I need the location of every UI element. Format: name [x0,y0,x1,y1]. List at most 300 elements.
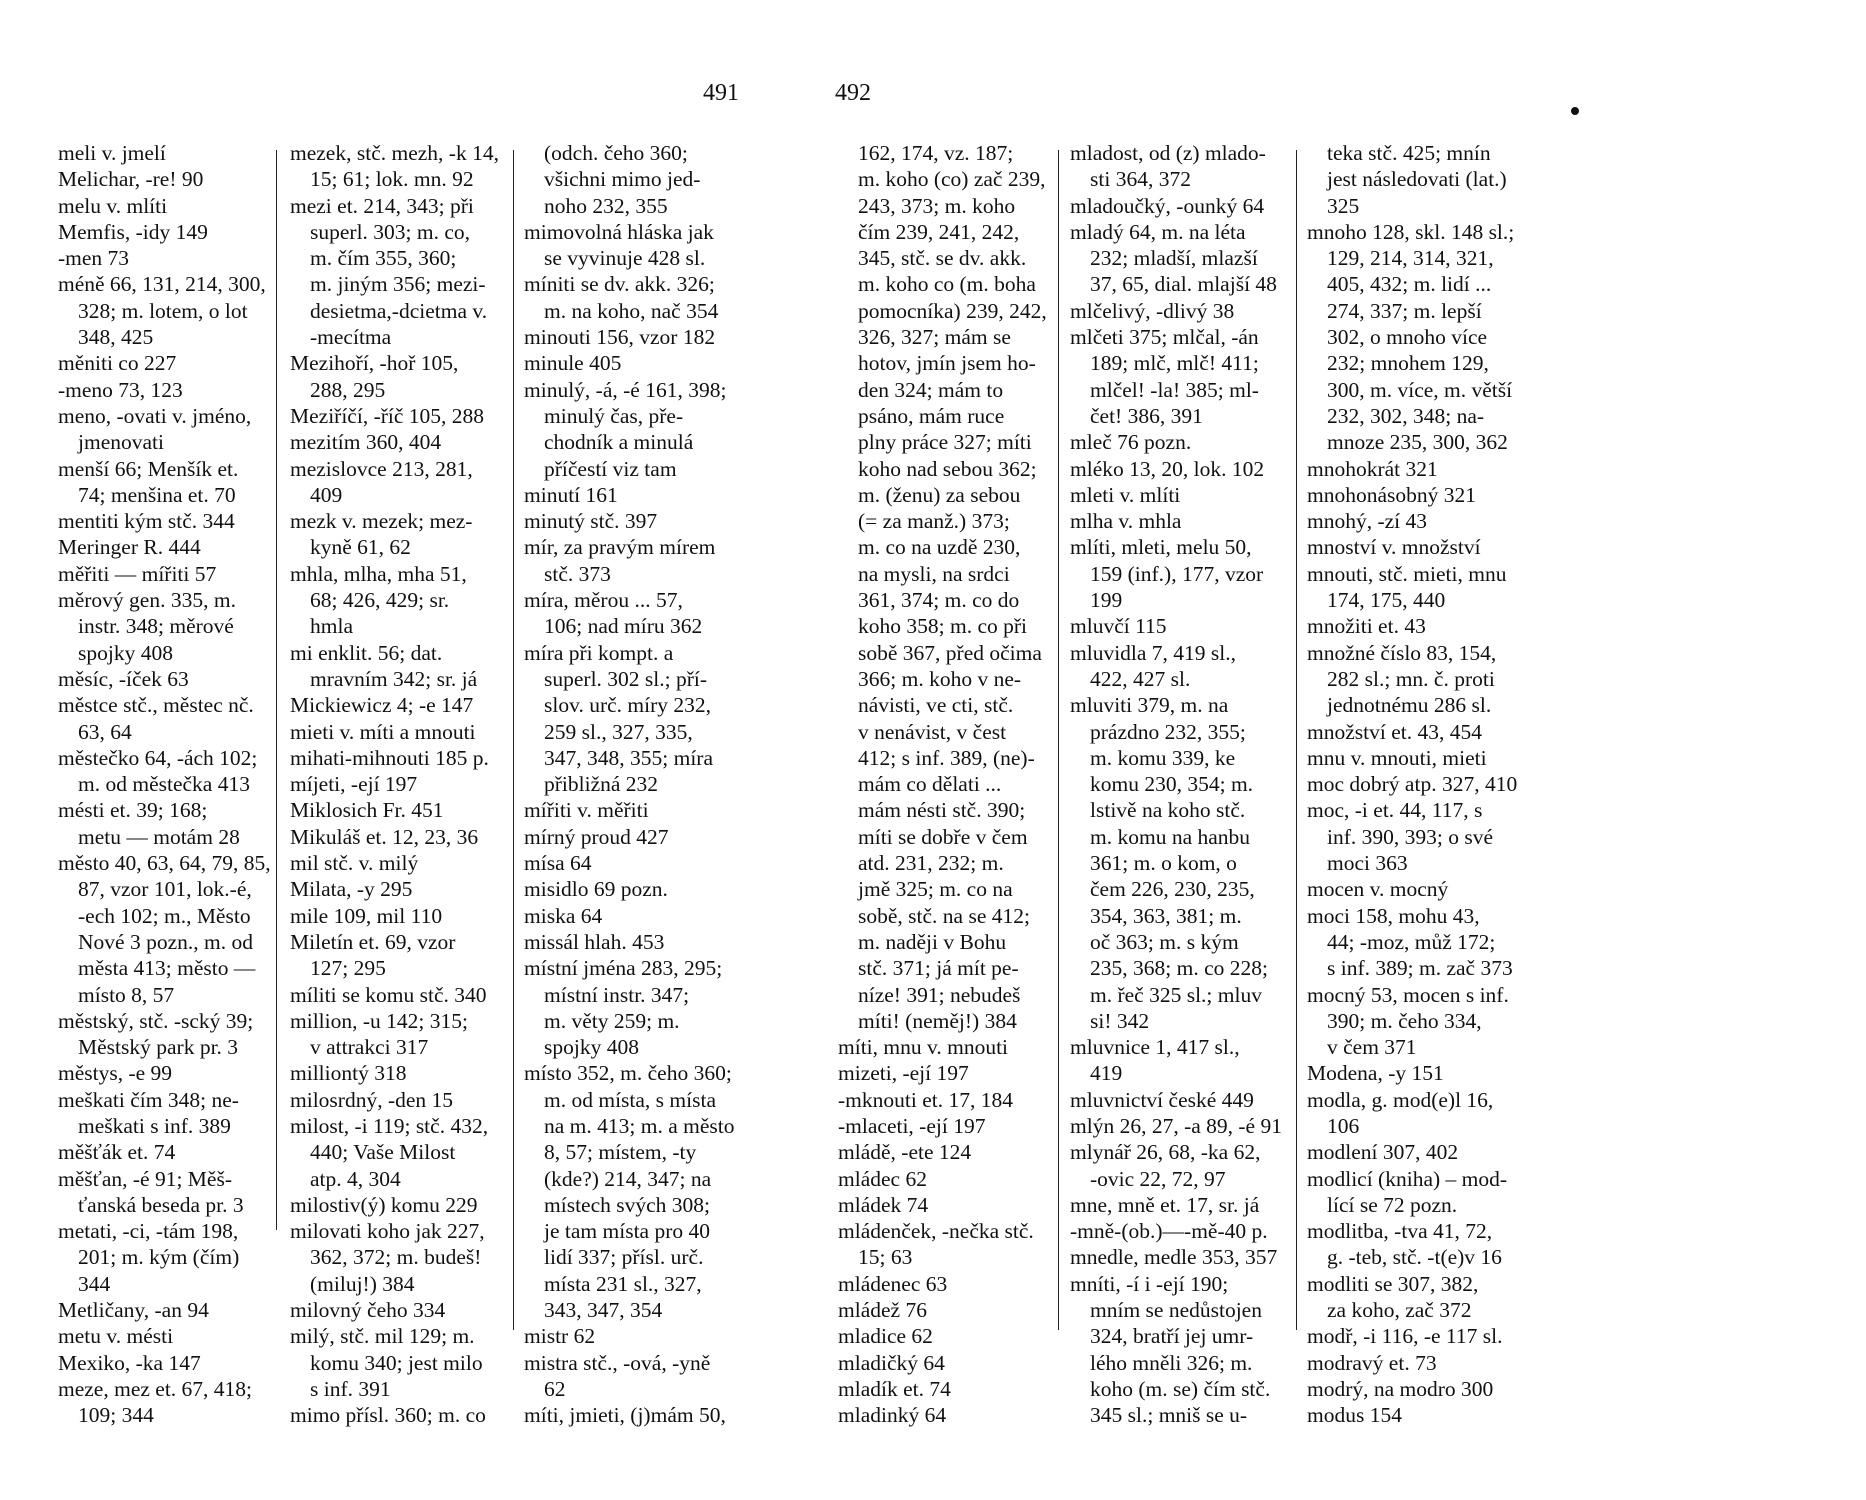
index-line: modliti se 307, 382, [1307,1271,1479,1296]
index-line: milliontý 318 [290,1061,407,1086]
index-line: mlha v. mhla [1070,509,1182,534]
index-line: 159 (inf.), 177, vzor [1090,561,1264,586]
index-line: spojky 408 [78,640,173,665]
index-line: 324, bratří jej umr- [1090,1324,1254,1349]
index-line: mníti, -í i -ejí 190; [1070,1271,1229,1296]
index-column-2 [290,140,510,1470]
index-line: mladost, od (z) mlado- [1070,141,1266,165]
index-line: m. od městečka 413 [78,772,250,797]
index-line: mimovolná hláska jak [524,219,714,244]
index-line: milý, stč. mil 129; m. [290,1324,475,1349]
index-line: mám co dělati ... [858,772,1002,797]
index-line: 422, 427 sl. [1090,666,1191,691]
index-line: 325 [1327,193,1360,218]
index-line: milost, -i 119; stč. 432, [290,1113,489,1138]
index-line: mládě, -ete 124 [838,1140,972,1165]
index-line: mizeti, -ejí 197 [838,1061,969,1086]
index-line: mistr 62 [524,1324,596,1349]
index-line: mlýn 26, 27, -a 89, -é 91 [1070,1113,1282,1138]
index-line: noho 232, 355 [544,193,668,218]
index-line: stč. 373 [544,561,611,586]
index-line: s inf. 389; m. zač 373 [1327,956,1513,981]
index-line: mentiti kým stč. 344 [58,509,235,534]
index-line: Miklosich Fr. 451 [290,798,444,823]
index-line: 282 sl.; mn. č. proti [1327,666,1495,691]
index-line: modlicí (kniha) – mod- [1307,1166,1508,1191]
index-line: mluvidla 7, 419 sl., [1070,640,1237,665]
index-line: na m. 413; m. a město [544,1113,735,1138]
index-line: místa 231 sl., 327, [544,1271,702,1296]
index-line: 201; m. kým (čím) [78,1245,240,1270]
index-line: městce stč., městec nč. [58,693,254,718]
index-line: 62 [544,1376,566,1401]
index-line: 15; 63 [858,1245,913,1270]
index-line: minulý, -á, -é 161, 398; [524,377,727,402]
index-line: mezi et. 214, 343; při [290,193,474,218]
index-line: melu v. mlíti [58,193,168,218]
index-line: mezk v. mezek; mez- [290,509,473,534]
index-line: čím 239, 241, 242, [858,219,1020,244]
index-line: v čem 371 [1327,1035,1417,1060]
index-line: mésti et. 39; 168; [58,798,208,823]
index-line: minouti 156, vzor 182 [524,325,716,350]
index-line: Meziříčí, -říč 105, 288 [290,403,485,428]
index-line: Modena, -y 151 [1307,1061,1444,1086]
index-line: koho 358; m. co při [858,614,1027,639]
index-line: mnoze 235, 300, 362 [1327,430,1508,455]
index-line: návisti, ve cti, stč. [858,693,1014,718]
index-line: Miletín et. 69, vzor [290,929,456,954]
index-line: -mknouti et. 17, 184 [838,1087,1013,1112]
index-line: -mlaceti, -ejí 197 [838,1113,986,1138]
index-line: mléko 13, 20, lok. 102 [1070,456,1265,481]
index-line: -ovic 22, 72, 97 [1090,1166,1226,1191]
index-line: sobě, stč. na se 412; [858,903,1030,928]
index-line: 345 sl.; mniš se u- [1090,1403,1248,1428]
index-line: 15; 61; lok. mn. 92 [310,167,474,192]
index-line: m. (ženu) za sebou [858,482,1021,507]
index-line: 174, 175, 440 [1327,588,1446,613]
index-line: 63, 64 [78,719,132,744]
index-line: Městský park pr. 3 [78,1035,239,1060]
index-line: m. komu na hanbu [1090,824,1251,849]
index-line: modus 154 [1307,1403,1402,1428]
index-line: modlení 307, 402 [1307,1140,1459,1165]
index-line: za koho, zač 372 [1327,1298,1472,1323]
index-line: lstivě na koho stč. [1090,798,1246,823]
index-line: mnu v. mnouti, mieti [1307,745,1487,770]
index-line: -men 73 [58,246,130,271]
index-line: m. od místa, s místa [544,1087,716,1112]
index-line: mladice 62 [838,1324,933,1349]
index-line: m. co na uzdě 230, [858,535,1021,560]
index-line: minule 405 [524,351,622,376]
index-line: mile 109, mil 110 [290,903,443,928]
index-line: 243, 373; m. koho [858,193,1016,218]
index-line: minutí 161 [524,482,618,507]
index-line: 354, 363, 381; m. [1090,903,1242,928]
index-line: přibližná 232 [544,772,659,797]
index-line: milosrdný, -den 15 [290,1087,454,1112]
index-column-1 [58,140,286,1470]
index-line: meškati čím 348; ne- [58,1087,239,1112]
index-line: 199 [1090,588,1123,613]
index-line: 162, 174, vz. 187; [858,141,1014,165]
index-line: 302, o mnoho více [1327,325,1488,350]
index-line: meli v. jmelí [58,141,166,165]
index-line: koho (m. se) čím stč. [1090,1376,1271,1401]
index-line: prázdno 232, 355; [1090,719,1246,744]
index-line: m. na koho, nač 354 [544,298,719,323]
index-line: hotov, jmín jsem ho- [858,351,1036,376]
index-column-6 [1307,140,1529,1470]
index-line: m. věty 259; m. [544,1008,680,1033]
index-line: místech svých 308; [544,1192,711,1217]
index-line: 366; m. koho v ne- [858,666,1022,691]
index-line: množné číslo 83, 154, [1307,640,1497,665]
index-line: míra, měrou ... 57, [524,588,683,613]
index-line: místo 352, m. čeho 360; [524,1061,732,1086]
index-line: mluvnice 1, 417 sl., [1070,1035,1240,1060]
index-line: mlíti, mleti, melu 50, [1070,535,1252,560]
index-line: 347, 348, 355; míra [544,745,713,770]
index-line: měrový gen. 335, m. [58,588,236,613]
index-line: mleč 76 pozn. [1070,430,1192,455]
index-line: městečko 64, -ách 102; [58,745,258,770]
column-rule [1058,150,1059,1330]
index-line: mním se nedůstojen [1090,1298,1262,1323]
index-line: 326, 327; mám se [858,325,1011,350]
index-line: lého mněli 326; m. [1090,1350,1253,1375]
index-line: (kde?) 214, 347; na [544,1166,712,1191]
index-line: 343, 347, 354 [544,1298,663,1323]
index-line: 74; menšina et. 70 [78,482,236,507]
index-line: modla, g. mod(e)l 16, [1307,1087,1494,1112]
index-line: milostiv(ý) komu 229 [290,1192,478,1217]
column-rule [1296,150,1297,1330]
index-line: mnohokrát 321 [1307,456,1438,481]
index-line: komu 230, 354; m. [1090,772,1254,797]
index-line: oč 363; m. s kým [1090,929,1239,954]
index-line: moc, -i et. 44, 117, s [1307,798,1483,823]
index-line: ťanská beseda pr. 3 [78,1192,244,1217]
index-line: missál hlah. 453 [524,929,665,954]
index-line: spojky 408 [544,1035,639,1060]
index-line: lidí 337; přísl. urč. [544,1245,704,1270]
index-line: mocen v. mocný [1307,877,1449,902]
index-line: metu v. mésti [58,1324,174,1349]
index-line: 129, 214, 314, 321, [1327,246,1494,271]
index-line: 106 [1327,1113,1360,1138]
column-rule [513,150,514,1330]
index-line: metati, -ci, -tám 198, [58,1219,239,1244]
index-line: míti, jmieti, (j)mám 50, [524,1403,726,1428]
index-line: mír, za pravým mírem [524,535,716,560]
index-line: Mikuláš et. 12, 23, 36 [290,824,479,849]
index-line: -ech 102; m., Město [78,903,251,928]
index-column-5 [1070,140,1292,1470]
index-line: místní jména 283, 295; [524,956,723,981]
index-line: městys, -e 99 [58,1061,173,1086]
index-line: m. řeč 325 sl.; mluv [1090,982,1262,1007]
index-line: chodník a minulá [544,430,694,455]
index-line: 37, 65, dial. mlajší 48 [1090,272,1277,297]
index-line: mísa 64 [524,851,592,876]
index-line: množiti et. 43 [1307,614,1426,639]
index-line: mhla, mlha, mha 51, [290,561,467,586]
index-line: 274, 337; m. lepší [1327,298,1482,323]
index-line: méně 66, 131, 214, 300, [58,272,266,297]
index-line: mírný proud 427 [524,824,669,849]
index-line: míti, mnu v. mnouti [838,1035,1009,1060]
index-line: 109; 344 [78,1403,154,1428]
index-line: meze, mez et. 67, 418; [58,1376,253,1401]
index-line: měšťan, -é 91; Měš- [58,1166,232,1191]
index-line: jmenovati [78,430,164,455]
index-line: 232; mladší, mlazší [1090,246,1258,271]
index-line: -mně-(ob.)—-mě-40 p. [1070,1219,1268,1244]
index-line: mnedle, medle 353, 357 [1070,1245,1278,1270]
index-line: množství et. 43, 454 [1307,719,1482,744]
index-line: s inf. 391 [310,1376,391,1401]
index-line: místní instr. 347; [544,982,690,1007]
index-line: Mezihoří, -hoř 105, [290,351,459,376]
index-line: mezek, stč. mezh, -k 14, [290,141,499,165]
index-column-3 [524,140,736,1470]
index-line: teka stč. 425; mnín [1327,141,1491,165]
index-line: den 324; mám to [858,377,1004,402]
index-line: stč. 371; já mít pe- [858,956,1019,981]
index-line: 328; m. lotem, o lot [78,298,248,323]
index-line: metu — motám 28 [78,824,240,849]
index-line: jmě 325; m. co na [858,877,1013,902]
index-line: miska 64 [524,903,603,928]
page-number-right: 492 [835,80,871,106]
index-line: mládek 74 [838,1192,929,1217]
index-line: hmla [310,614,353,639]
index-line: si! 342 [1090,1008,1150,1033]
index-line: 259 sl., 327, 335, [544,719,693,744]
index-line: mil stč. v. milý [290,851,419,876]
index-line: modř, -i 116, -e 117 sl. [1307,1324,1503,1349]
index-line: mne, mně et. 17, sr. já [1070,1192,1260,1217]
index-line: mladičký 64 [838,1350,945,1375]
margin-dot [1571,107,1579,115]
index-line: mládež 76 [838,1298,927,1323]
index-line: moc dobrý atp. 327, 410 [1307,772,1518,797]
index-line: míjeti, -ejí 197 [290,772,418,797]
index-line: (miluj!) 384 [310,1271,415,1296]
index-line: 348, 425 [78,325,154,350]
index-line: mimo přísl. 360; m. co [290,1403,486,1428]
index-line: Memfis, -idy 149 [58,219,208,244]
index-line: -mecítma [310,325,392,350]
index-line: mlčeti 375; mlčal, -án [1070,325,1259,350]
index-line: mieti v. míti a mnouti [290,719,476,744]
index-line: milovný čeho 334 [290,1298,446,1323]
index-column-4 [838,140,1056,1470]
index-line: mluviti 379, m. na [1070,693,1229,718]
index-line: instr. 348; měrové [78,614,234,639]
index-line: 361; m. o kom, o [1090,851,1237,876]
index-line: 405, 432; m. lidí ... [1327,272,1492,297]
index-line: 345, stč. se dv. akk. [858,246,1027,271]
index-line: mleti v. mlíti [1070,482,1181,507]
index-line: atp. 4, 304 [310,1166,401,1191]
index-line: 232; mnohem 129, [1327,351,1489,376]
index-line: mlčelivý, -dlivý 38 [1070,298,1235,323]
index-line: 106; nad míru 362 [544,614,703,639]
index-line: 362, 372; m. budeš! [310,1245,482,1270]
index-line: v attrakci 317 [310,1035,429,1060]
index-line: 409 [310,482,343,507]
index-line: mládenec 63 [838,1271,948,1296]
index-line: 87, vzor 101, lok.-é, [78,877,252,902]
index-line: mnouti, stč. mieti, mnu [1307,561,1507,586]
index-line: Melichar, -re! 90 [58,167,204,192]
index-line: mihati-mihnouti 185 p. [290,745,489,770]
index-line: atd. 231, 232; m. [858,851,1004,876]
index-line: sobě 367, před očima [858,640,1042,665]
index-line: čet! 386, 391 [1090,403,1203,428]
index-line: mládec 62 [838,1166,927,1191]
index-line: města 413; město — [78,956,256,981]
index-line: g. -teb, stč. -t(e)v 16 [1327,1245,1502,1270]
index-line: místo 8, 57 [78,982,175,1007]
index-line: mladík et. 74 [838,1376,951,1401]
index-line: měniti co 227 [58,351,177,376]
index-line: mnohonásobný 321 [1307,482,1477,507]
index-line: pomocníka) 239, 242, [858,298,1047,323]
index-line: m. koho (co) zač 239, [858,167,1046,192]
index-line: 235, 368; m. co 228; [1090,956,1268,981]
index-line: m. naději v Bohu [858,929,1007,954]
index-line: lící se 72 pozn. [1327,1192,1458,1217]
index-line: Milata, -y 295 [290,877,413,902]
index-line: meno, -ovati v. jméno, [58,403,252,428]
index-line: minutý stč. 397 [524,509,658,534]
index-line: mezitím 360, 404 [290,430,442,455]
index-line: míniti se dv. akk. 326; [524,272,715,297]
index-line: inf. 390, 393; o své [1327,824,1494,849]
index-line: mladoučký, -ounký 64 [1070,193,1265,218]
index-line: modlitba, -tva 41, 72, [1307,1219,1493,1244]
index-line: 232, 302, 348; na- [1327,403,1485,428]
index-line: m. jiným 356; mezi- [310,272,486,297]
index-line: mládenček, -nečka stč. [838,1219,1034,1244]
index-line: měsíc, -íček 63 [58,666,189,691]
index-line: Meringer R. 444 [58,535,201,560]
index-line: městský, stč. -scký 39; [58,1008,254,1033]
index-line: čem 226, 230, 235, [1090,877,1255,902]
index-line: 419 [1090,1061,1123,1086]
index-line: měšťák et. 74 [58,1140,176,1165]
index-line: menší 66; Menšík et. [58,456,239,481]
index-line: 189; mlč, mlč! 411; [1090,351,1259,376]
index-line: mám nésti stč. 390; [858,798,1026,823]
index-line: mi enklit. 56; dat. [290,640,443,665]
index-line: desietma,-dcietma v. [310,298,488,323]
index-line: meškati s inf. 389 [78,1113,231,1138]
index-line: míti! (neměj!) 384 [858,1008,1017,1033]
index-line: mladinký 64 [838,1403,947,1428]
index-line: (odch. čeho 360; [544,141,688,165]
index-line: mlynář 26, 68, -ka 62, [1070,1140,1261,1165]
index-line: mnohý, -zí 43 [1307,509,1428,534]
index-line: mocný 53, mocen s inf. [1307,982,1509,1007]
index-line: město 40, 63, 64, 79, 85, [58,851,271,876]
index-line: míti se dobře v čem [858,824,1028,849]
index-line: Nové 3 pozn., m. od [78,929,253,954]
index-line: m. čím 355, 360; [310,246,457,271]
index-line: koho nad sebou 362; [858,456,1037,481]
index-line: modrý, na modro 300 [1307,1376,1494,1401]
index-line: m. koho co (m. boha [858,272,1036,297]
index-line: modravý et. 73 [1307,1350,1437,1375]
index-line: je tam místa pro 40 [544,1219,710,1244]
index-line: 440; Vaše Milost [310,1140,456,1165]
index-line: psáno, mám ruce [858,403,1005,428]
index-line: misidlo 69 pozn. [524,877,668,902]
index-line: mnoství v. množství [1307,535,1481,560]
index-line: mluvnictví české 449 [1070,1087,1254,1112]
index-line: mířiti v. měřiti [524,798,649,823]
index-line: moci 158, mohu 43, [1307,903,1480,928]
index-line: sti 364, 372 [1090,167,1191,192]
index-line: níze! 391; nebudeš [858,982,1021,1007]
index-line: kyně 61, 62 [310,535,411,560]
index-line: mezislovce 213, 281, [290,456,473,481]
index-line: 127; 295 [310,956,386,981]
index-line: jednotnému 286 sl. [1327,693,1492,718]
index-line: 44; -moz, můž 172; [1327,929,1496,954]
index-line: -meno 73, 123 [58,377,183,402]
index-line: měřiti — mířiti 57 [58,561,217,586]
index-line: příčestí viz tam [544,456,677,481]
index-line: mlčel! -la! 385; ml- [1090,377,1259,402]
index-line: 344 [78,1271,111,1296]
column-rule [276,150,277,1230]
index-line: 300, m. více, m. větší [1327,377,1513,402]
index-line: na mysli, na srdci [858,561,1010,586]
index-line: mnoho 128, skl. 148 sl.; [1307,219,1515,244]
index-line: míra při kompt. a [524,640,674,665]
index-line: komu 340; jest milo [310,1350,483,1375]
index-line: slov. urč. míry 232, [544,693,712,718]
index-line: 361, 374; m. co do [858,588,1020,613]
index-line: všichni mimo jed- [544,167,701,192]
index-line: minulý čas, pře- [544,403,684,428]
index-line: superl. 303; m. co, [310,219,471,244]
index-line: 390; m. čeho 334, [1327,1008,1482,1033]
index-line: mluvčí 115 [1070,614,1167,639]
index-line: moci 363 [1327,851,1408,876]
page-number-left: 491 [703,80,739,106]
index-line: Metličany, -an 94 [58,1298,209,1323]
index-line: mladý 64, m. na léta [1070,219,1246,244]
index-line: 8, 57; místem, -ty [544,1140,697,1165]
index-line: 412; s inf. 389, (ne)- [858,745,1035,770]
index-line: v nenávist, v čest [858,719,1007,744]
index-line: Mickiewicz 4; -e 147 [290,693,474,718]
index-line: plny práce 327; míti [858,430,1032,455]
index-line: mistra stč., -ová, -yně [524,1350,711,1375]
index-line: m. komu 339, ke [1090,745,1236,770]
index-line: milovati koho jak 227, [290,1219,485,1244]
index-line: 288, 295 [310,377,386,402]
index-line: (= za manž.) 373; [858,509,1010,534]
index-line: 68; 426, 429; sr. [310,588,450,613]
